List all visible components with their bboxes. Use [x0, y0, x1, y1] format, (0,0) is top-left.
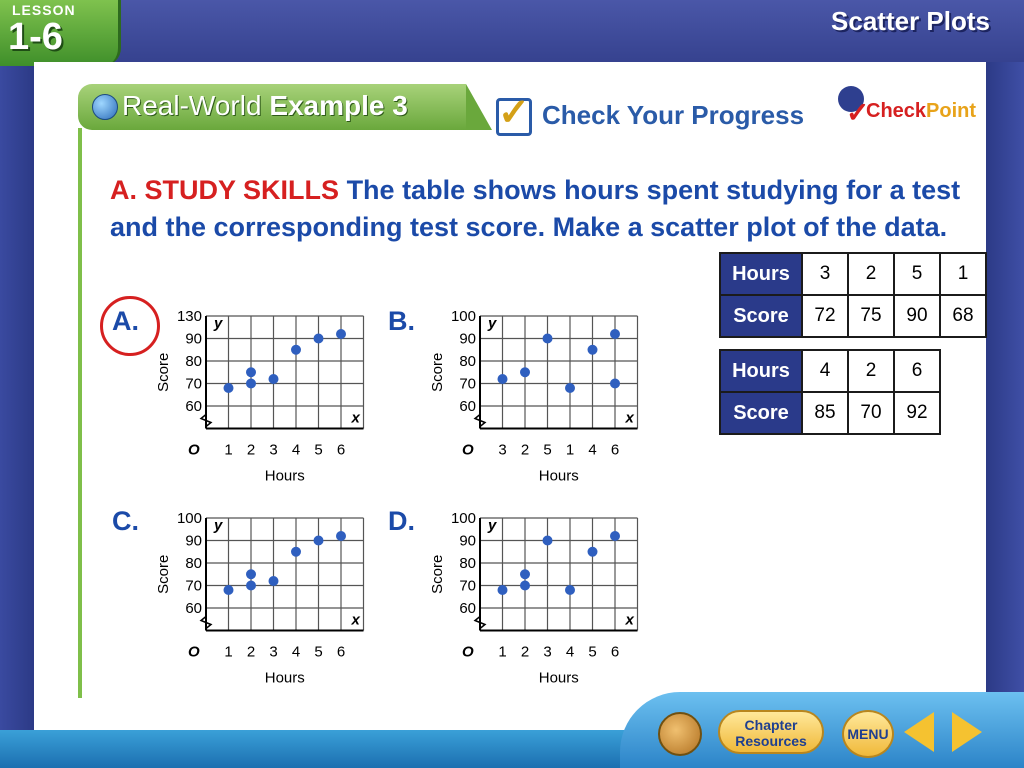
- data-point: [246, 581, 256, 591]
- table-header-hours: Hours: [720, 350, 802, 392]
- table-header-hours: Hours: [720, 253, 802, 295]
- data-table-1: [719, 252, 987, 338]
- data-point: [314, 536, 324, 546]
- check-your-progress-label: Check Your Progress: [542, 100, 805, 130]
- y-axis-name: y: [214, 517, 223, 534]
- y-axis-label: Score: [429, 554, 446, 594]
- chapter-resources-button[interactable]: [718, 710, 824, 754]
- table-cell: 92: [894, 392, 940, 434]
- data-point: [520, 581, 530, 591]
- checkmark-icon: ✓: [498, 92, 530, 134]
- scatter-plot-a[interactable]: [150, 306, 370, 485]
- table-header-score: Score: [720, 295, 802, 337]
- question-text: [110, 172, 980, 246]
- y-tick-label: 100: [176, 510, 202, 527]
- y-tick-label: 70: [185, 375, 202, 393]
- x-tick-label: 1: [224, 643, 233, 661]
- example-number: Example 3: [269, 90, 408, 121]
- question-body: The table shows hours spent studying for a test and the corresponding test score. Make a scatter plot of the data.: [110, 175, 961, 242]
- table-row: [720, 350, 940, 392]
- data-point: [588, 345, 598, 355]
- question-topic: STUDY SKILLS: [144, 175, 340, 205]
- left-frame: [0, 62, 34, 768]
- data-point: [246, 569, 256, 579]
- table-cell: 5: [894, 253, 940, 295]
- table-row: [720, 295, 986, 337]
- y-tick-label: 130: [176, 308, 202, 325]
- x-axis-label: Hours: [538, 467, 579, 485]
- data-point: [543, 334, 553, 344]
- example-prefix: Real-World: [122, 90, 262, 121]
- x-tick-label: 2: [520, 643, 530, 661]
- y-axis-name: y: [214, 315, 223, 332]
- y-tick-label: 90: [185, 330, 202, 348]
- data-point: [498, 585, 508, 595]
- data-point: [520, 367, 530, 377]
- y-tick-label: 70: [185, 577, 202, 595]
- x-tick-label: 4: [291, 441, 301, 459]
- resources-label: Resources: [735, 733, 807, 749]
- x-tick-label: 4: [588, 441, 597, 459]
- table-cell: 72: [802, 295, 848, 337]
- x-axis-name: x: [625, 611, 634, 629]
- x-tick-label: 6: [336, 441, 346, 459]
- data-table-2: [719, 349, 941, 435]
- data-point: [314, 334, 324, 344]
- data-point: [565, 383, 575, 393]
- origin-label: O: [462, 643, 474, 661]
- y-axis-name: y: [488, 315, 497, 332]
- y-axis-name: y: [488, 517, 497, 534]
- table-cell: 2: [848, 350, 894, 392]
- table-cell: 75: [848, 295, 894, 337]
- menu-button[interactable]: MENU: [842, 710, 894, 758]
- y-tick-label: 60: [185, 398, 202, 415]
- x-tick-label: 3: [269, 441, 278, 459]
- checkpoint-logo-text: CheckPoint: [866, 100, 977, 122]
- x-tick-label: 1: [498, 643, 507, 661]
- y-axis-label: Score: [429, 352, 446, 392]
- next-arrow-icon[interactable]: [952, 712, 982, 752]
- y-axis-label: Score: [155, 554, 172, 594]
- option-d-label[interactable]: D.: [388, 506, 415, 536]
- x-axis-label: Hours: [538, 669, 579, 687]
- data-point: [565, 585, 575, 595]
- x-axis-label: Hours: [264, 669, 305, 687]
- x-tick-label: 2: [246, 441, 256, 459]
- x-tick-label: 2: [520, 441, 530, 459]
- table-row: [720, 392, 940, 434]
- data-point: [543, 536, 553, 546]
- data-point: [269, 374, 279, 384]
- y-tick-label: 90: [459, 330, 476, 348]
- data-point: [291, 345, 301, 355]
- green-rail: [78, 128, 82, 698]
- x-tick-label: 5: [314, 441, 323, 459]
- x-axis-name: x: [625, 409, 634, 427]
- x-tick-label: 6: [610, 643, 620, 661]
- y-tick-label: 90: [185, 532, 202, 550]
- table-cell: 70: [848, 392, 894, 434]
- x-tick-label: 6: [610, 441, 620, 459]
- example-title: [122, 90, 408, 122]
- y-axis-label: Score: [155, 352, 172, 392]
- data-point: [291, 547, 301, 557]
- scatter-plot-d[interactable]: [424, 508, 644, 687]
- globe-button-icon[interactable]: [658, 712, 702, 756]
- x-tick-label: 3: [543, 643, 552, 661]
- table-cell: 2: [848, 253, 894, 295]
- x-tick-label: 5: [314, 643, 323, 661]
- table-header-score: Score: [720, 392, 802, 434]
- chapter-label: Chapter: [744, 717, 798, 733]
- x-axis-name: x: [351, 611, 360, 629]
- data-point: [224, 585, 234, 595]
- data-point: [588, 547, 598, 557]
- x-axis-name: x: [351, 409, 360, 427]
- x-tick-label: 3: [269, 643, 278, 661]
- y-tick-label: 100: [450, 308, 476, 325]
- y-tick-label: 60: [459, 600, 476, 617]
- y-tick-label: 80: [459, 555, 476, 572]
- data-point: [246, 379, 256, 389]
- x-axis-label: Hours: [264, 467, 305, 485]
- x-tick-label: 3: [498, 441, 507, 459]
- globe-icon: [92, 94, 118, 120]
- question-letter: A.: [110, 175, 137, 205]
- lesson-label: LESSON: [12, 2, 76, 18]
- x-tick-label: 5: [588, 643, 597, 661]
- table-cell: 3: [802, 253, 848, 295]
- checkpoint-check-icon: ✓: [846, 97, 870, 128]
- y-tick-label: 100: [450, 510, 476, 527]
- table-cell: 90: [894, 295, 940, 337]
- x-tick-label: 1: [565, 441, 575, 459]
- x-tick-label: 4: [565, 643, 575, 661]
- y-tick-label: 60: [185, 600, 202, 617]
- right-frame: [986, 62, 1024, 768]
- option-a-label[interactable]: A.: [112, 306, 139, 336]
- table-cell: 85: [802, 392, 848, 434]
- table-row: [720, 253, 986, 295]
- x-tick-label: 2: [246, 643, 256, 661]
- x-tick-label: 1: [224, 441, 233, 459]
- example-tab: [78, 84, 466, 130]
- scatter-plot-c[interactable]: [150, 508, 370, 687]
- data-point: [246, 367, 256, 377]
- y-tick-label: 60: [459, 398, 476, 415]
- y-tick-label: 80: [459, 353, 476, 370]
- data-point: [269, 576, 279, 586]
- origin-label: O: [462, 441, 474, 459]
- previous-arrow-icon[interactable]: [904, 712, 934, 752]
- data-point: [520, 569, 530, 579]
- data-point: [224, 383, 234, 393]
- data-point: [336, 531, 346, 541]
- y-tick-label: 80: [185, 555, 202, 572]
- data-point: [498, 374, 508, 384]
- table-cell: 1: [940, 253, 986, 295]
- data-point: [610, 531, 620, 541]
- origin-label: O: [188, 441, 200, 459]
- table-cell: 4: [802, 350, 848, 392]
- page-title: Scatter Plots: [831, 6, 990, 36]
- y-tick-label: 90: [459, 532, 476, 550]
- table-cell: 6: [894, 350, 940, 392]
- table-cell: 68: [940, 295, 986, 337]
- lesson-number: 1-6: [8, 16, 63, 58]
- lesson-badge: [0, 0, 121, 66]
- y-tick-label: 70: [459, 577, 476, 595]
- y-tick-label: 70: [459, 375, 476, 393]
- data-point: [336, 329, 346, 339]
- x-tick-label: 6: [336, 643, 346, 661]
- scatter-plot-b[interactable]: [424, 306, 644, 485]
- data-point: [610, 379, 620, 389]
- x-tick-label: 5: [543, 441, 552, 459]
- option-c-label[interactable]: C.: [112, 506, 139, 536]
- y-tick-label: 80: [185, 353, 202, 370]
- origin-label: O: [188, 643, 200, 661]
- option-b-label[interactable]: B.: [388, 306, 415, 336]
- data-point: [610, 329, 620, 339]
- x-tick-label: 4: [291, 643, 301, 661]
